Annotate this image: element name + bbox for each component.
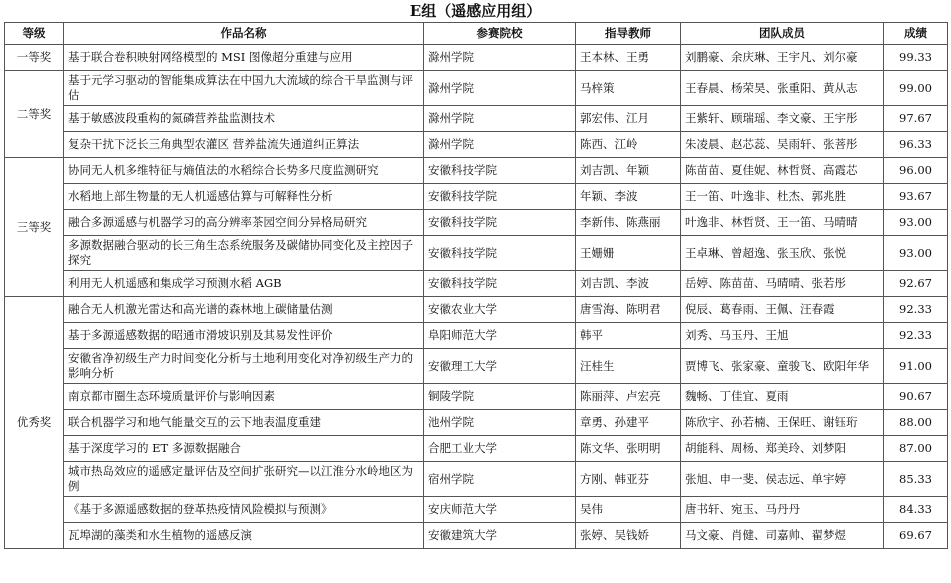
work-title: 《基于多源遥感数据的登革热疫情风险模拟与预测》 — [64, 497, 424, 523]
work-title: 瓦埠湖的藻类和水生植物的遥感反演 — [64, 523, 424, 549]
work-title: 融合多源遥感与机器学习的高分辨率茶园空间分异格局研究 — [64, 210, 424, 236]
school: 滁州学院 — [424, 106, 576, 132]
page-title: E组（遥感应用组） — [409, 2, 542, 20]
school: 安徽科技学院 — [424, 271, 576, 297]
table-header-row — [5, 23, 948, 45]
advisor: 王姗姗 — [576, 236, 681, 271]
advisor: 唐雪海、陈明君 — [576, 297, 681, 323]
advisor: 张婷、吴钱娇 — [576, 523, 681, 549]
award-first: 一等奖 — [5, 45, 64, 71]
advisor: 王本林、王勇 — [576, 45, 681, 71]
header-score: 成绩 — [884, 23, 948, 45]
award-merit: 优秀奖 — [5, 297, 64, 549]
header-advisor: 指导教师 — [576, 23, 681, 45]
school: 安徽农业大学 — [424, 297, 576, 323]
work-title: 融合无人机激光雷达和高光谱的森林地上碳储量估测 — [64, 297, 424, 323]
score: 92.33 — [884, 323, 948, 349]
table-row — [5, 523, 948, 549]
work-title: 南京都市圈生态环境质量评价与影响因素 — [64, 384, 424, 410]
advisor: 方刚、韩亚芬 — [576, 462, 681, 497]
team: 刘鹏豪、余庆琳、王宇凡、刘尔豪 — [681, 45, 884, 71]
score: 88.00 — [884, 410, 948, 436]
results-table — [4, 22, 948, 549]
school: 滁州学院 — [424, 45, 576, 71]
work-title: 基于敏感波段重构的氮磷营养盐监测技术 — [64, 106, 424, 132]
advisor: 年颖、李波 — [576, 184, 681, 210]
team: 唐书轩、宛玉、马丹丹 — [681, 497, 884, 523]
advisor: 刘吉凯、李波 — [576, 271, 681, 297]
work-title: 利用无人机遥感和集成学习预测水稻 AGB — [64, 271, 424, 297]
work-title: 水稻地上部生物量的无人机遥感估算与可解释性分析 — [64, 184, 424, 210]
school: 安徽科技学院 — [424, 184, 576, 210]
score: 69.67 — [884, 523, 948, 549]
score: 99.33 — [884, 45, 948, 71]
team: 王春晨、杨荣昊、张重阳、黄从志 — [681, 71, 884, 106]
team: 张旭、申一斐、侯志远、单宇婷 — [681, 462, 884, 497]
advisor: 刘吉凯、年颖 — [576, 158, 681, 184]
school: 宿州学院 — [424, 462, 576, 497]
team: 岳婷、陈苗苗、马晴晴、张若彤 — [681, 271, 884, 297]
work-title: 基于多源遥感数据的昭通市滑坡识别及其易发性评价 — [64, 323, 424, 349]
score: 87.00 — [884, 436, 948, 462]
work-title: 基于联合卷积映射网络模型的 MSI 图像超分重建与应用 — [64, 45, 424, 71]
table-row — [5, 271, 948, 297]
school: 阜阳师范大学 — [424, 323, 576, 349]
award-second: 二等奖 — [5, 71, 64, 158]
table-row — [5, 236, 948, 271]
table-row — [5, 132, 948, 158]
score: 93.67 — [884, 184, 948, 210]
table-row — [5, 436, 948, 462]
advisor: 吴伟 — [576, 497, 681, 523]
team: 贾博飞、张家豪、童骏飞、欧阳年华 — [681, 349, 884, 384]
table-row — [5, 497, 948, 523]
table-row — [5, 184, 948, 210]
team: 王一笛、叶逸非、杜杰、郭兆胜 — [681, 184, 884, 210]
score: 99.00 — [884, 71, 948, 106]
advisor: 汪桂生 — [576, 349, 681, 384]
score: 92.67 — [884, 271, 948, 297]
advisor: 章勇、孙建平 — [576, 410, 681, 436]
advisor: 陈西、江岭 — [576, 132, 681, 158]
team: 刘秀、马玉丹、王旭 — [681, 323, 884, 349]
table-row — [5, 462, 948, 497]
school: 铜陵学院 — [424, 384, 576, 410]
work-title: 基于元学习驱动的智能集成算法在中国九大流域的综合干旱监测与评估 — [64, 71, 424, 106]
table-row — [5, 106, 948, 132]
team: 王紫轩、顾瑞瑶、李文豪、王宇彤 — [681, 106, 884, 132]
advisor: 陈丽萍、卢宏亮 — [576, 384, 681, 410]
team: 王卓琳、曾超逸、张玉欣、张悦 — [681, 236, 884, 271]
table-row — [5, 45, 948, 71]
school: 安徽理工大学 — [424, 349, 576, 384]
award-third: 三等奖 — [5, 158, 64, 297]
school: 安徽科技学院 — [424, 236, 576, 271]
score: 96.00 — [884, 158, 948, 184]
advisor: 韩平 — [576, 323, 681, 349]
header-work: 作品名称 — [64, 23, 424, 45]
header-school: 参赛院校 — [424, 23, 576, 45]
school: 合肥工业大学 — [424, 436, 576, 462]
team: 陈苗苗、夏佳妮、林哲贤、高霞芯 — [681, 158, 884, 184]
advisor: 李新伟、陈燕丽 — [576, 210, 681, 236]
table-row — [5, 158, 948, 184]
score: 91.00 — [884, 349, 948, 384]
school: 池州学院 — [424, 410, 576, 436]
team: 叶逸非、林哲贤、王一笛、马晴晴 — [681, 210, 884, 236]
work-title: 联合机器学习和地气能量交互的云下地表温度重建 — [64, 410, 424, 436]
school: 滁州学院 — [424, 132, 576, 158]
table-row — [5, 297, 948, 323]
advisor: 陈文华、张明明 — [576, 436, 681, 462]
table-row — [5, 323, 948, 349]
advisor: 郭宏伟、江月 — [576, 106, 681, 132]
team: 魏畅、丁佳宜、夏雨 — [681, 384, 884, 410]
table-row — [5, 384, 948, 410]
score: 97.67 — [884, 106, 948, 132]
score: 96.33 — [884, 132, 948, 158]
school: 滁州学院 — [424, 71, 576, 106]
work-title: 多源数据融合驱动的长三角生态系统服务及碳储协同变化及主控因子探究 — [64, 236, 424, 271]
table-row — [5, 410, 948, 436]
table-row — [5, 71, 948, 106]
table-row — [5, 210, 948, 236]
team: 陈欣宇、孙若楠、王保旺、谢钰珩 — [681, 410, 884, 436]
work-title: 安徽省净初级生产力时间变化分析与土地利用变化对净初级生产力的影响分析 — [64, 349, 424, 384]
score: 84.33 — [884, 497, 948, 523]
score: 85.33 — [884, 462, 948, 497]
work-title: 复杂干扰下泛长三角典型农灌区 营养盐流失通道纠正算法 — [64, 132, 424, 158]
advisor: 马梓策 — [576, 71, 681, 106]
score: 93.00 — [884, 210, 948, 236]
school: 安徽建筑大学 — [424, 523, 576, 549]
score: 92.33 — [884, 297, 948, 323]
school: 安徽科技学院 — [424, 210, 576, 236]
work-title: 基于深度学习的 ET 多源数据融合 — [64, 436, 424, 462]
work-title: 协同无人机多维特征与熵值法的水稻综合长势多尺度监测研究 — [64, 158, 424, 184]
team: 朱凌晨、赵芯蕊、吴雨轩、张菩彤 — [681, 132, 884, 158]
work-title: 城市热岛效应的遥感定量评估及空间扩张研究—以江淮分水岭地区为例 — [64, 462, 424, 497]
school: 安徽科技学院 — [424, 158, 576, 184]
team: 倪辰、葛春雨、王佩、汪春霞 — [681, 297, 884, 323]
team: 马文豪、肖健、司嘉帅、翟梦煜 — [681, 523, 884, 549]
score: 90.67 — [884, 384, 948, 410]
team: 胡能科、周杨、郑美玲、刘梦阳 — [681, 436, 884, 462]
header-award: 等级 — [5, 23, 64, 45]
table-row — [5, 349, 948, 384]
header-team: 团队成员 — [681, 23, 884, 45]
score: 93.00 — [884, 236, 948, 271]
school: 安庆师范大学 — [424, 497, 576, 523]
